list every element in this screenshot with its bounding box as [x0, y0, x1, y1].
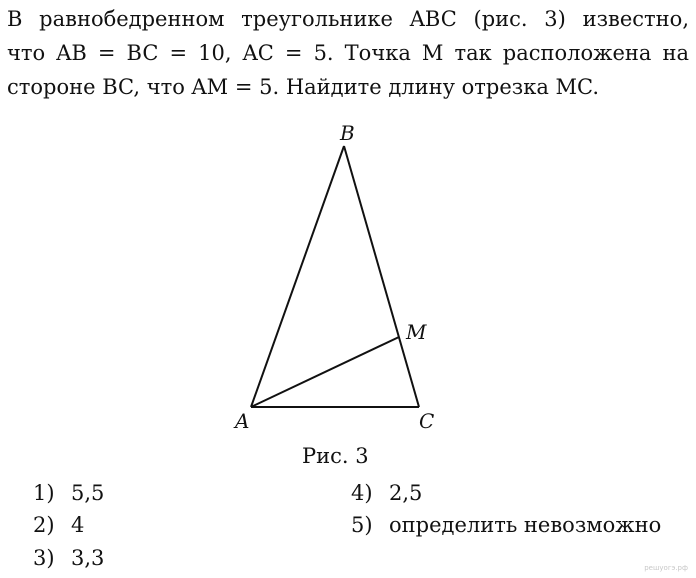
side-ab	[251, 146, 344, 407]
problem-line-1: В равнобедренном треугольнике ABC (рис. 3) известно,	[7, 7, 689, 31]
answer-number: 2)	[33, 513, 55, 537]
answer-number: 3)	[33, 546, 55, 570]
answer-number: 5)	[351, 513, 373, 537]
side-bc	[344, 146, 419, 407]
answer-text: 4	[71, 513, 85, 537]
answer-text: 5,5	[71, 481, 105, 505]
vertex-label-m: M	[406, 320, 427, 344]
site-watermark: решуогэ.рф	[644, 564, 688, 572]
figure-caption: Рис. 3	[302, 444, 369, 468]
answer-option-2	[33, 511, 84, 539]
answer-number: 1)	[33, 481, 55, 505]
vertex-label-c: C	[419, 409, 435, 433]
answer-option-3	[33, 544, 104, 572]
answer-text: определить невозможно	[389, 513, 662, 537]
answer-text: 2,5	[389, 481, 423, 505]
answer-option-1	[33, 479, 104, 507]
problem-line-3: стороне BC, что AM = 5. Найдите длину отрезка MC.	[7, 75, 600, 99]
answer-option-5	[351, 511, 661, 539]
answer-number: 4)	[351, 481, 373, 505]
vertex-label-a: A	[235, 409, 250, 433]
answer-text: 3,3	[71, 546, 105, 570]
problem-line-2: что AB = BC = 10, AC = 5. Точка M так расположена на	[7, 41, 689, 65]
answer-option-4	[351, 479, 422, 507]
vertex-label-b: B	[340, 121, 355, 145]
